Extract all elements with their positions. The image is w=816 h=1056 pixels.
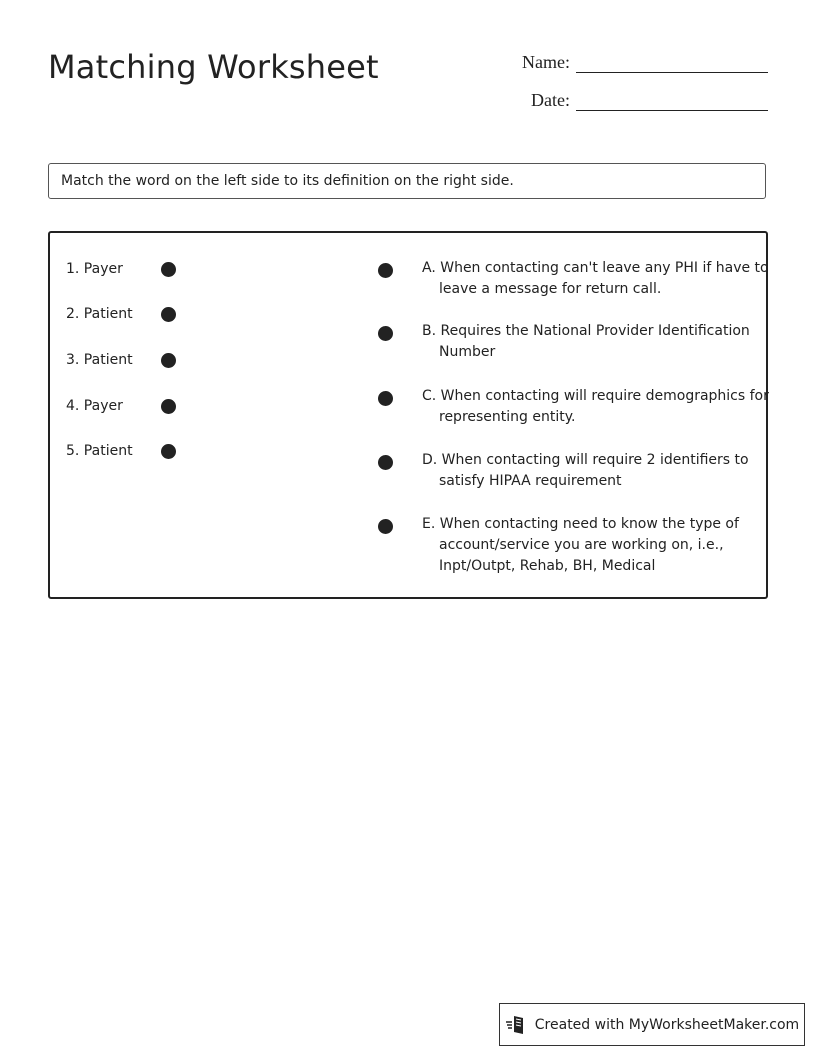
matching-panel (48, 231, 768, 599)
footer-credit[interactable] (499, 1003, 805, 1046)
match-dot[interactable] (161, 353, 176, 368)
match-dot[interactable] (378, 326, 393, 341)
name-blank-line[interactable] (576, 54, 768, 73)
definition-text: E. When contacting need to know the type of account/service you are working on, i.e., Inpt/Outpt, Rehab, BH, Medical (422, 516, 739, 574)
date-blank-line[interactable] (576, 92, 768, 111)
match-dot[interactable] (378, 391, 393, 406)
instructions-box (48, 163, 766, 199)
word-label: 3. Patient (66, 352, 133, 368)
definition-text: B. Requires the National Provider Identification Number (422, 323, 750, 360)
date-field-row (531, 90, 768, 111)
word-label: 5. Patient (66, 443, 133, 459)
match-dot[interactable] (161, 262, 176, 277)
definition-text: C. When contacting will require demographics for representing entity. (422, 388, 769, 425)
footer-text: Created with MyWorksheetMaker.com (534, 1016, 800, 1033)
word-item (66, 396, 246, 416)
word-label: 1. Payer (66, 261, 123, 277)
date-label: Date: (531, 90, 570, 110)
name-field-row (522, 52, 768, 73)
match-dot[interactable] (161, 307, 176, 322)
name-label: Name: (522, 52, 570, 72)
word-item (66, 441, 246, 461)
word-item (66, 350, 246, 370)
word-item (66, 304, 246, 324)
match-dot[interactable] (378, 519, 393, 534)
definition-text: A. When contacting can't leave any PHI if have to leave a message for return call. (422, 260, 769, 297)
match-dot[interactable] (161, 399, 176, 414)
word-label: 4. Payer (66, 398, 123, 414)
page-title: Matching Worksheet (48, 48, 379, 86)
worksheet-maker-logo-icon (505, 1014, 527, 1036)
word-label: 2. Patient (66, 306, 133, 322)
word-item (66, 259, 246, 279)
match-dot[interactable] (161, 444, 176, 459)
match-dot[interactable] (378, 455, 393, 470)
match-dot[interactable] (378, 263, 393, 278)
instructions-text: Match the word on the left side to its definition on the right side. (61, 173, 514, 189)
definition-text: D. When contacting will require 2 identifiers to satisfy HIPAA requirement (422, 452, 749, 489)
